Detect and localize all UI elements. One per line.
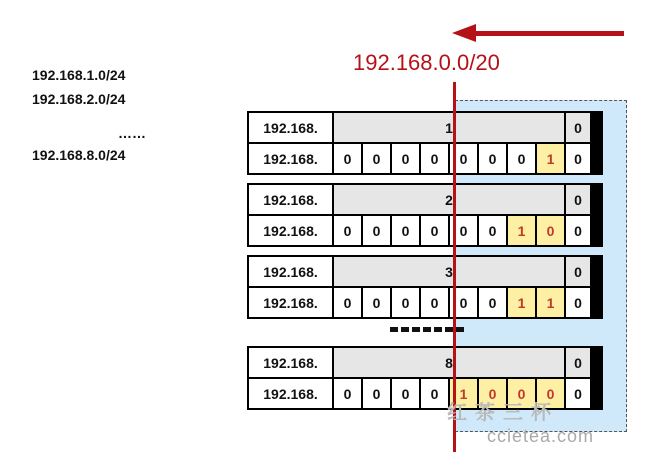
- bit: 0: [421, 216, 448, 245]
- bit: 0: [334, 379, 361, 408]
- third-octet-decimal: 1: [334, 113, 564, 142]
- fourth-octet: 0: [566, 348, 590, 377]
- bit: 0: [450, 144, 477, 173]
- highlighted-bit: 1: [537, 288, 564, 317]
- network-prefix: 192.168.: [249, 216, 332, 245]
- bit: 0: [421, 288, 448, 317]
- highlighted-bit: 0: [537, 379, 564, 408]
- bit: 0: [421, 144, 448, 173]
- watermark-en: ccietea.com: [487, 426, 595, 446]
- bit: 0: [508, 144, 535, 173]
- address-block: [247, 255, 603, 319]
- network-prefix: 192.168.: [249, 288, 332, 317]
- third-octet-decimal: 3: [334, 257, 564, 286]
- bit: 0: [450, 288, 477, 317]
- highlighted-bit: 1: [450, 379, 477, 408]
- network-prefix: 192.168.: [249, 144, 332, 173]
- decimal-row: [249, 257, 601, 286]
- network-prefix: 192.168.: [249, 257, 332, 286]
- address-block: [247, 183, 603, 247]
- bit: 0: [334, 216, 361, 245]
- dot: [390, 327, 398, 332]
- bit: 0: [479, 144, 506, 173]
- highlighted-bit: 1: [508, 288, 535, 317]
- network-prefix: 192.168.: [249, 113, 332, 142]
- decimal-row: [249, 348, 601, 377]
- bit: 0: [479, 288, 506, 317]
- dot: [445, 327, 453, 332]
- bit: 0: [450, 216, 477, 245]
- bit: 0: [421, 379, 448, 408]
- third-octet-decimal: 2: [334, 185, 564, 214]
- watermark-cn: 红茶三杯: [447, 402, 559, 424]
- network-entry: 192.168.8.0/24: [32, 147, 126, 163]
- bit: 0: [392, 144, 419, 173]
- dot: [401, 327, 409, 332]
- dot: [456, 327, 464, 332]
- fourth-octet: 0: [566, 113, 590, 142]
- bit: 0: [392, 379, 419, 408]
- fourth-octet: 0: [566, 216, 590, 245]
- dot: [412, 327, 420, 332]
- bit: 0: [334, 288, 361, 317]
- ellipsis: ……: [118, 125, 146, 141]
- highlighted-bit: 1: [537, 144, 564, 173]
- highlighted-bit: 1: [508, 216, 535, 245]
- left-arrow-icon: [452, 24, 476, 42]
- fourth-octet: 0: [566, 379, 590, 408]
- fourth-octet: 0: [566, 257, 590, 286]
- address-block: [247, 111, 603, 175]
- network-entry: 192.168.2.0/24: [32, 91, 126, 107]
- binary-row: [249, 216, 601, 245]
- binary-row: [249, 288, 601, 317]
- network-entry: 192.168.1.0/24: [32, 67, 126, 83]
- bit: 0: [363, 216, 390, 245]
- fourth-octet: 0: [566, 185, 590, 214]
- dot: [434, 327, 442, 332]
- third-octet-decimal: 8: [334, 348, 564, 377]
- decimal-row: [249, 113, 601, 142]
- bit: 0: [363, 379, 390, 408]
- bit: 0: [363, 144, 390, 173]
- dot: [423, 327, 431, 332]
- highlighted-bit: 0: [537, 216, 564, 245]
- network-prefix: 192.168.: [249, 379, 332, 408]
- binary-row: [249, 144, 601, 173]
- bit: 0: [363, 288, 390, 317]
- network-prefix: 192.168.: [249, 348, 332, 377]
- bit: 0: [392, 288, 419, 317]
- highlighted-bit: 0: [479, 379, 506, 408]
- bit: 0: [392, 216, 419, 245]
- bit: 0: [334, 144, 361, 173]
- fourth-octet: 0: [566, 144, 590, 173]
- fourth-octet: 0: [566, 288, 590, 317]
- bit: 0: [479, 216, 506, 245]
- summary-route-label: 192.168.0.0/20: [353, 50, 500, 75]
- decimal-row: [249, 185, 601, 214]
- summary-arrow-shaft: [474, 31, 624, 36]
- highlighted-bit: 0: [508, 379, 535, 408]
- network-prefix: 192.168.: [249, 185, 332, 214]
